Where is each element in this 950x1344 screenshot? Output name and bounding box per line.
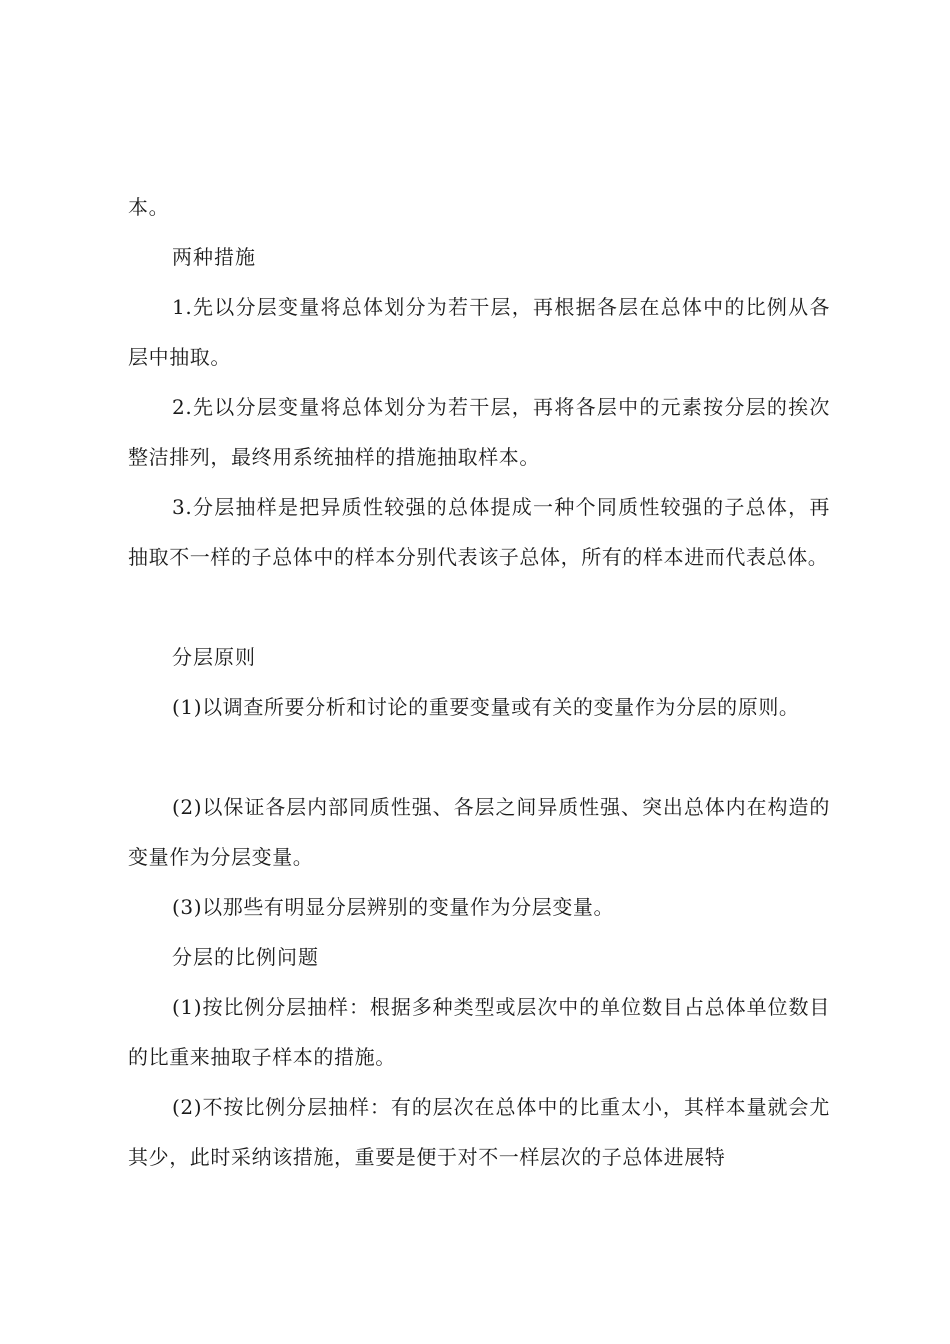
paragraph-principle-1: (1)以调查所要分析和讨论的重要变量或有关的变量作为分层的原则。 xyxy=(172,695,800,719)
heading-proportion-problem: 分层的比例问题 xyxy=(172,945,319,969)
paragraph-proportion-1: (1)按比例分层抽样：根据多种类型或层次中的单位数目占总体单位数目的比重来抽取子样本的措施。 xyxy=(128,995,830,1069)
paragraph-method-2: 2.先以分层变量将总体划分为若干层，再将各层中的元素按分层的挨次整洁排列，最终用系统抽样的措施抽取样本。 xyxy=(128,395,830,469)
heading-two-methods: 两种措施 xyxy=(172,245,256,269)
paragraph-continuation: 本。 xyxy=(128,195,170,219)
paragraph-proportion-2: (2)不按比例分层抽样：有的层次在总体中的比重太小，其样本量就会尤其少，此时采纳该措施，重要是便于对不一样层次的子总体进展特 xyxy=(128,1095,830,1169)
paragraph-principle-3: (3)以那些有明显分层辨别的变量作为分层变量。 xyxy=(172,895,615,919)
paragraph-method-1: 1.先以分层变量将总体划分为若干层，再根据各层在总体中的比例从各层中抽取。 xyxy=(128,295,830,369)
paragraph-method-3: 3.分层抽样是把异质性较强的总体提成一种个同质性较强的子总体，再抽取不一样的子总体中的样本分别代表该子总体，所有的样本进而代表总体。 xyxy=(128,495,830,569)
heading-stratification-principles: 分层原则 xyxy=(172,645,256,669)
paragraph-principle-2: (2)以保证各层内部同质性强、各层之间异质性强、突出总体内在构造的变量作为分层变量。 xyxy=(128,795,830,869)
